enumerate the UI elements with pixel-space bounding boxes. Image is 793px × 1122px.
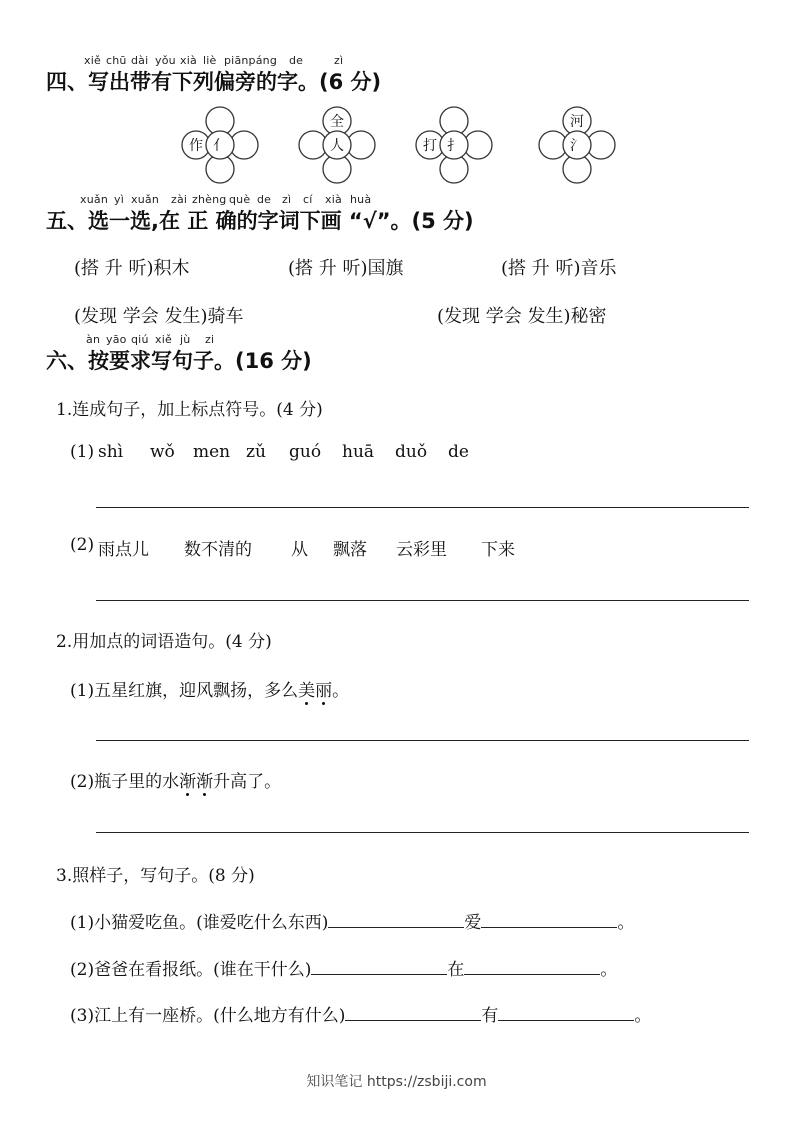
section6-title: 六、按要求写句子。(16 分) — [46, 349, 312, 373]
dotted-char: 美 — [298, 676, 315, 701]
dotted-char: 渐 — [179, 767, 196, 792]
pinyin: yāo — [106, 333, 127, 346]
pinyin-word: shì — [98, 442, 124, 462]
pinyin-word: wǒ — [150, 442, 175, 462]
choice-item[interactable]: (发现 学会 发生)秘密 — [437, 306, 607, 327]
pinyin-word: guó — [289, 442, 322, 462]
radical-char: 人 — [330, 138, 344, 154]
petal-char: 作 — [189, 138, 203, 154]
pinyin: xiě — [84, 54, 101, 67]
word-chip: 雨点儿 — [98, 540, 149, 560]
fill-blank[interactable] — [311, 956, 447, 975]
pinyin: xuǎn — [80, 193, 108, 206]
pinyin-word: huā — [342, 442, 375, 462]
answer-line[interactable] — [96, 507, 749, 508]
q3-item2 — [70, 955, 617, 980]
pinyin: xià — [325, 193, 342, 206]
footer-watermark: 知识笔记 https://zsbiji.com — [306, 1074, 487, 1090]
choice-item[interactable]: (发现 学会 发生)骑车 — [74, 306, 244, 327]
q3-item3 — [70, 1001, 651, 1026]
flower-2 — [292, 104, 382, 186]
pinyin: zì — [282, 193, 292, 206]
pinyin: de — [289, 54, 304, 67]
pinyin: piānpáng — [224, 54, 278, 67]
pinyin: zì — [334, 54, 344, 67]
sentence-text: (3)江上有一座桥。(什么地方有什么) — [70, 1006, 346, 1026]
fill-blank[interactable] — [328, 909, 464, 928]
pinyin: què — [229, 193, 251, 206]
radical-char: 氵 — [570, 138, 584, 154]
choice-item[interactable]: (搭 升 听)积木 — [74, 258, 190, 279]
pinyin: liè — [203, 54, 217, 67]
pinyin: jù — [180, 333, 191, 346]
pinyin-word: de — [448, 442, 469, 462]
word-chip: 下来 — [481, 540, 515, 560]
fill-blank[interactable] — [481, 909, 617, 928]
fill-blank[interactable] — [498, 1002, 634, 1021]
fill-blank[interactable] — [464, 956, 600, 975]
connector-word: 爱 — [464, 913, 482, 933]
period: 。 — [600, 960, 618, 980]
petal-char: 全 — [330, 114, 344, 130]
pinyin-word: men — [193, 442, 231, 462]
pinyin: zi — [205, 333, 215, 346]
word-chip: 飘落 — [333, 540, 367, 560]
pinyin: yǒu — [155, 54, 176, 67]
answer-line[interactable] — [96, 832, 749, 833]
sentence-text: 。 — [332, 681, 350, 701]
answer-line[interactable] — [96, 740, 749, 741]
petal-char: 打 — [423, 138, 437, 154]
choice-item[interactable]: (搭 升 听)音乐 — [501, 258, 617, 279]
pinyin: huà — [350, 193, 372, 206]
section4-title: 四、写出带有下列偏旁的字。(6 分) — [46, 70, 382, 94]
dotted-char: 渐 — [196, 767, 213, 792]
q1-title: 1.连成句子，加上标点符号。(4 分) — [56, 400, 323, 420]
flower-3 — [409, 104, 499, 186]
q2-title: 2.用加点的词语造句。(4 分) — [56, 632, 272, 652]
period: 。 — [634, 1006, 652, 1026]
word-chip: 云彩里 — [396, 540, 447, 560]
q2-item1 — [70, 676, 349, 701]
pinyin: yì — [114, 193, 124, 206]
pinyin: zài — [171, 193, 188, 206]
answer-line[interactable] — [96, 600, 749, 601]
pinyin: cí — [303, 193, 313, 206]
pinyin: chū — [106, 54, 127, 67]
q3-item1 — [70, 908, 634, 933]
petal-char: 河 — [570, 114, 584, 130]
sentence-text: 升高了。 — [213, 772, 282, 792]
q1-item1-num: (1) — [70, 442, 95, 462]
q2-item2 — [70, 767, 281, 792]
pinyin: xià — [180, 54, 197, 67]
connector-word: 在 — [447, 960, 465, 980]
q1-item2-num: (2) — [70, 535, 95, 555]
period: 。 — [617, 913, 635, 933]
choice-item[interactable]: (搭 升 听)国旗 — [288, 258, 404, 279]
radical-char: 扌 — [447, 138, 461, 154]
sentence-text: (2)爸爸在看报纸。(谁在干什么) — [70, 960, 312, 980]
section5-title: 五、选一选,在 正 确的字词下画 “√”。(5 分) — [46, 209, 474, 233]
pinyin: dài — [131, 54, 149, 67]
word-chip: 数不清的 — [184, 540, 252, 560]
dotted-char: 丽 — [315, 676, 332, 701]
flower-4 — [532, 104, 622, 186]
sentence-text: 瓶子里的水 — [94, 772, 180, 792]
pinyin: àn — [86, 333, 101, 346]
item-num: (2) — [70, 772, 95, 792]
pinyin: qiú — [131, 333, 149, 346]
word-chip: 从 — [291, 540, 308, 560]
radical-char: 亻 — [213, 138, 227, 154]
sentence-text: (1)小猫爱吃鱼。(谁爱吃什么东西) — [70, 913, 329, 933]
q3-title: 3.照样子，写句子。(8 分) — [56, 866, 255, 886]
sentence-text: 五星红旗，迎风飘扬，多么 — [94, 681, 299, 701]
pinyin-word: zǔ — [246, 442, 266, 462]
pinyin: xuǎn — [131, 193, 159, 206]
pinyin-word: duǒ — [395, 442, 428, 462]
connector-word: 有 — [481, 1006, 499, 1026]
pinyin: zhèng — [192, 193, 227, 206]
flower-1 — [175, 104, 265, 186]
fill-blank[interactable] — [345, 1002, 481, 1021]
item-num: (1) — [70, 681, 95, 701]
pinyin: xiě — [155, 333, 172, 346]
pinyin: de — [257, 193, 272, 206]
